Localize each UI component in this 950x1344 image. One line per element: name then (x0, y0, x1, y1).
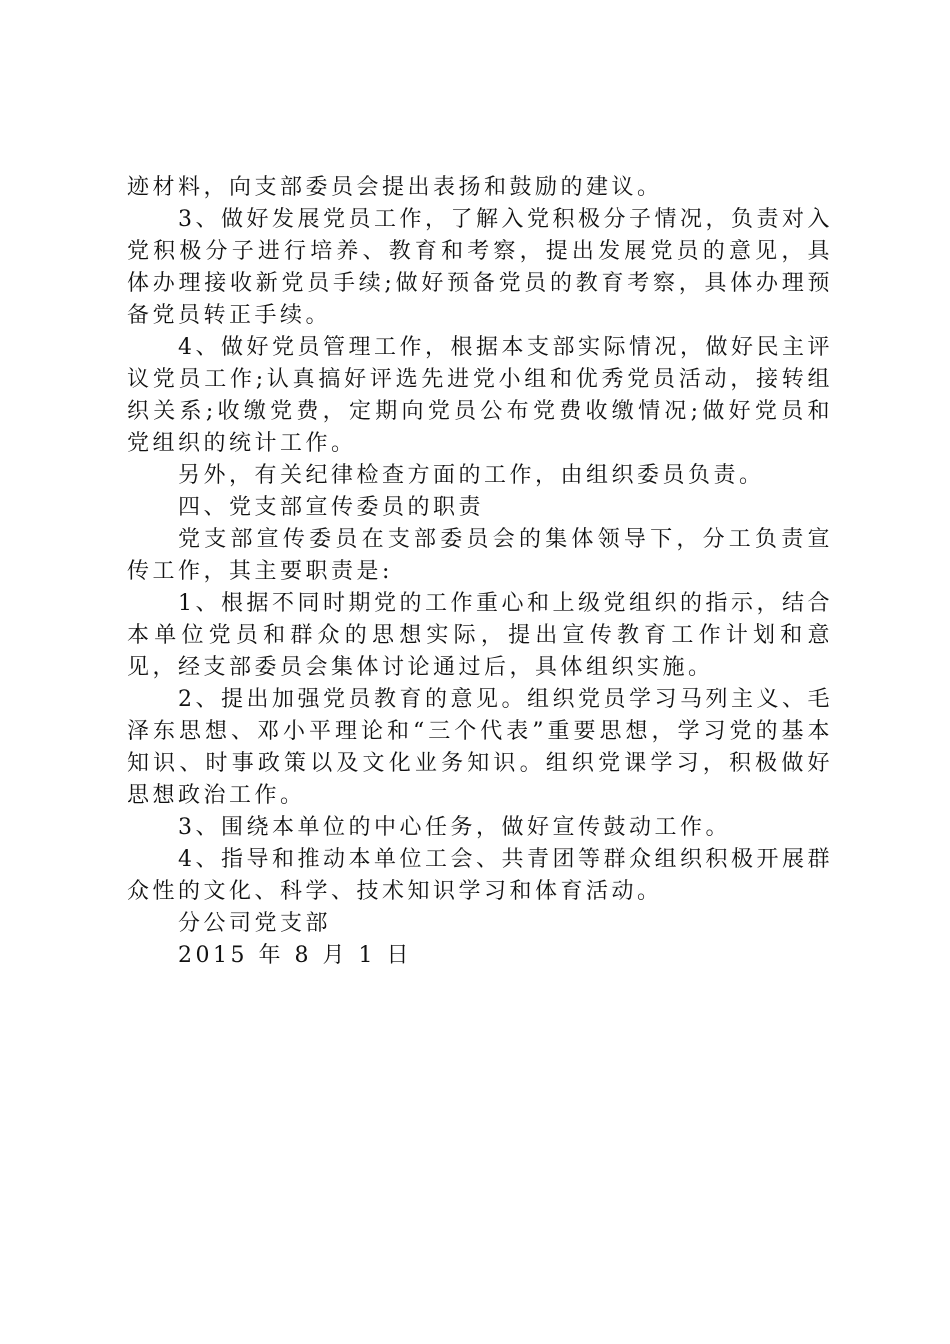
paragraph-discipline-note: 另外，有关纪律检查方面的工作，由组织委员负责。 (178, 463, 765, 488)
signature-date: 2015 年 8 月 1 日 (178, 943, 412, 968)
paragraph-item-4-member-management: 4、做好党员管理工作，根据本支部实际情况，做好民主评议党员工作;认真搞好评选先进党小组和优秀党员活动，接转组织关系;收缴党费，定期向党员公布党费收缴情况;做好党员和党组织的统计工作。 (127, 335, 833, 456)
signature-organization: 分公司党支部 (178, 911, 332, 936)
section-heading-publicity-duties: 四、党支部宣传委员的职责 (178, 495, 485, 520)
document-body (127, 172, 833, 972)
paragraph-continuation: 迹材料，向支部委员会提出表扬和鼓励的建议。 (127, 175, 663, 200)
paragraph-publicity-intro: 党支部宣传委员在支部委员会的集体领导下，分工负责宣传工作，其主要职责是: (127, 527, 833, 584)
paragraph-publicity-item-2: 2、提出加强党员教育的意见。组织党员学习马列主义、毛泽东思想、邓小平理论和“三个代表”重要思想，学习党的基本知识、时事政策以及文化业务知识。组织党课学习，积极做好思想政治工作。 (127, 687, 833, 808)
paragraph-publicity-item-3: 3、围绕本单位的中心任务，做好宣传鼓动工作。 (178, 815, 731, 840)
paragraph-item-3-membership-development: 3、做好发展党员工作，了解入党积极分子情况，负责对入党积极分子进行培养、教育和考察，提出发展党员的意见，具体办理接收新党员手续;做好预备党员的教育考察，具体办理预备党员转正手续。 (127, 207, 833, 328)
paragraph-publicity-item-4: 4、指导和推动本单位工会、共青团等群众组织积极开展群众性的文化、科学、技术知识学习和体育活动。 (127, 847, 833, 904)
paragraph-publicity-item-1: 1、根据不同时期党的工作重心和上级党组织的指示，结合本单位党员和群众的思想实际，提出宣传教育工作计划和意见，经支部委员会集体讨论通过后，具体组织实施。 (127, 591, 833, 680)
